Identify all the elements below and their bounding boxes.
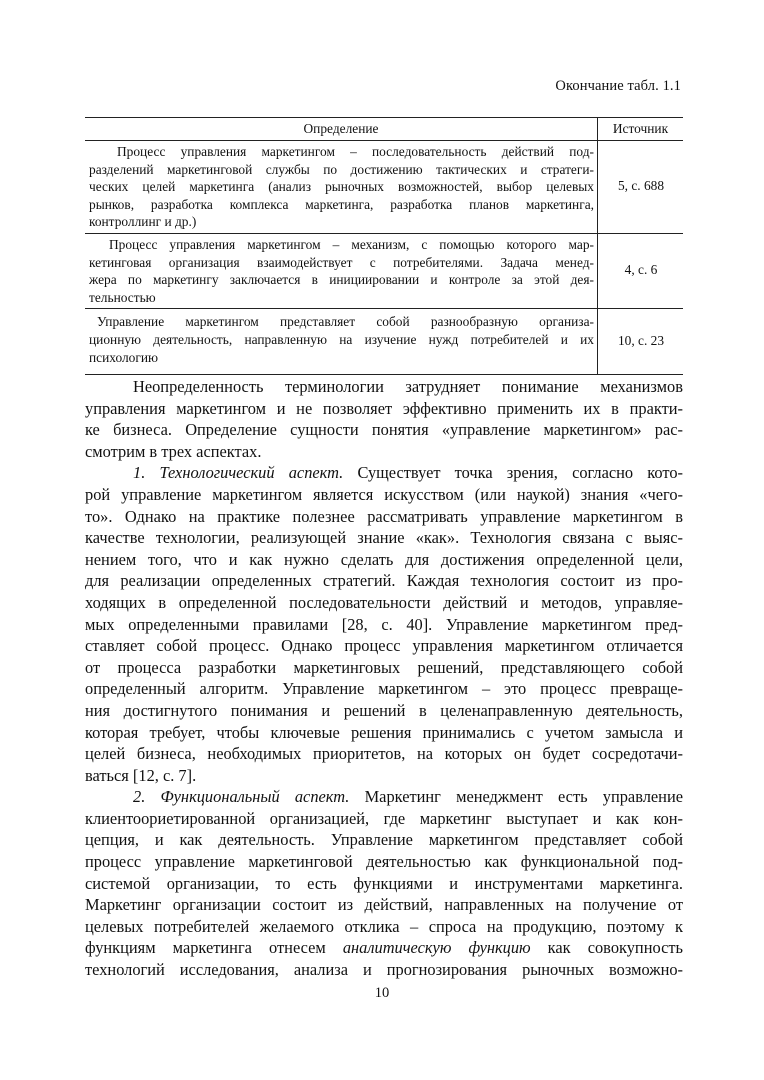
definition-line: Процесс управления маркетингом – последовательность действий под-	[117, 144, 594, 159]
paragraph-line: для реализации определенных стратегий. Каждая технология состоит из про-	[85, 571, 683, 591]
definition-cell	[85, 309, 598, 375]
paragraph-line: целей бизнеса, необходимых приоритетов, на которых он будет сосредотачи-	[85, 744, 683, 764]
paragraph-line: системой организации, то есть функциями и инструментами маркетинга.	[85, 873, 683, 893]
emphasized-term: аналитическую функцию	[342, 938, 531, 958]
paragraph-line: управления маркетингом и не позволяет эффективно применить их в практи-	[85, 398, 683, 418]
paragraph-line: технологий исследования, анализа и прогнозирования рыночных возможно-	[85, 960, 683, 980]
definition-line: жера по маркетингу заключается в инициировании и контроле за этой дея-	[89, 272, 594, 288]
table-header-row	[85, 118, 683, 141]
definition-line: контроллинг и др.)	[89, 214, 197, 230]
definition-line: рынков, разработка комплекса маркетинга, разработка планов маркетинга,	[89, 196, 594, 212]
paragraph-line: определенный алгоритм. Управление маркетингом – это процесс превраще-	[85, 679, 683, 699]
definition-cell	[85, 233, 598, 308]
paragraph-line: ваться [12, с. 7].	[85, 765, 197, 785]
paragraph-text: функциям маркетинга отнесем	[85, 938, 343, 958]
paragraph-text: как совокупность	[530, 938, 683, 958]
source-cell: 4, с. 6	[598, 233, 684, 308]
paragraph-line	[85, 937, 683, 959]
definition-line: Процесс управления маркетингом – механизм, с помощью которого мар-	[109, 236, 594, 252]
definition-cell	[85, 141, 598, 234]
definition-line: кетинговая организация взаимодействует с потребителями. Задача менед-	[89, 254, 594, 270]
source-cell: 10, с. 23	[598, 309, 684, 375]
paragraph-line: то». Однако на практике полезнее рассматривать управление маркетингом в	[85, 506, 683, 526]
paragraph-line: рой управление маркетингом является искусством (или наукой) знания «чего-	[85, 484, 683, 504]
definition-line: ческих целей маркетинга (анализ рыночных возможностей, выбор целевых	[89, 179, 594, 195]
definition-line: тельностью	[89, 289, 156, 305]
source-cell: 5, с. 688	[598, 141, 684, 234]
paragraph-line: ставляет собой процесс. Однако процесс управления маркетингом отличается	[85, 636, 683, 656]
table-row	[85, 309, 683, 375]
definition-line: ционную деятельность, направленную на изучение нужд потребителей и их	[89, 331, 594, 347]
paragraph-line: ке бизнеса. Определение сущности понятия «управление маркетингом» рас-	[85, 420, 683, 440]
paragraph-line: от процесса разработки маркетинговых решений, представляющего собой	[85, 657, 683, 677]
paragraph-text: Маркетинг менеджмент есть управление	[349, 787, 684, 807]
paragraph-line: клиентоориетированной организацией, где маркетинг выступает и как кон-	[85, 808, 683, 828]
paragraph-line: процесс управление маркетинговой деятельностью как функциональной под-	[85, 852, 683, 872]
paragraph-text: Существует точка зрения, согласно кото-	[343, 463, 684, 483]
paragraph-line: мых определенными правилами [28, с. 40]. Управление маркетингом пред-	[85, 614, 683, 634]
paragraph-line: ния достигнутого понимания и решений в целенаправленную деятельность,	[85, 700, 683, 720]
section-heading: 2. Функциональный аспект.	[133, 787, 350, 807]
body-text	[85, 376, 683, 981]
section-heading: 1. Технологический аспект.	[133, 463, 344, 483]
definition-line: психологию	[89, 349, 159, 365]
header-source: Источник	[598, 118, 684, 141]
header-definition: Определение	[85, 118, 598, 141]
definitions-table	[85, 117, 683, 375]
definition-line: разделений маркетинговой службы по достижению тактических и стратеги-	[89, 161, 594, 177]
table-caption: Окончание табл. 1.1	[555, 78, 681, 94]
paragraph-line: ходящих в определенной последовательности действий и методов, управляе-	[85, 592, 683, 612]
table-row	[85, 233, 683, 308]
paragraph-line: которая требует, чтобы ключевые решения принимались с учетом замысла и	[85, 722, 683, 742]
paragraph-line: Неопределенность терминологии затрудняет понимание механизмов	[133, 377, 683, 396]
paragraph-line: Маркетинг организации состоит из действий, направленных на получение от	[85, 895, 683, 915]
paragraph-line: целевых потребителей желаемого отклика – спроса на продукцию, поэтому к	[85, 916, 683, 936]
paragraph-line	[85, 786, 683, 808]
paragraph-line: качестве технологии, реализующей знание «как». Технология связана с выяс-	[85, 528, 683, 548]
paragraph-line: нением того, что и как нужно сделать для достижения определенной цели,	[85, 549, 683, 569]
table-row	[85, 141, 683, 234]
definition-line: Управление маркетингом представляет собой разнообразную организа-	[97, 314, 594, 330]
paragraph-line	[85, 462, 683, 484]
paragraph-line: смотрим в трех аспектах.	[85, 441, 262, 461]
page-number: 10	[374, 985, 390, 1001]
paragraph-line: цепция, и как деятельность. Управление маркетингом представляет собой	[85, 830, 683, 850]
